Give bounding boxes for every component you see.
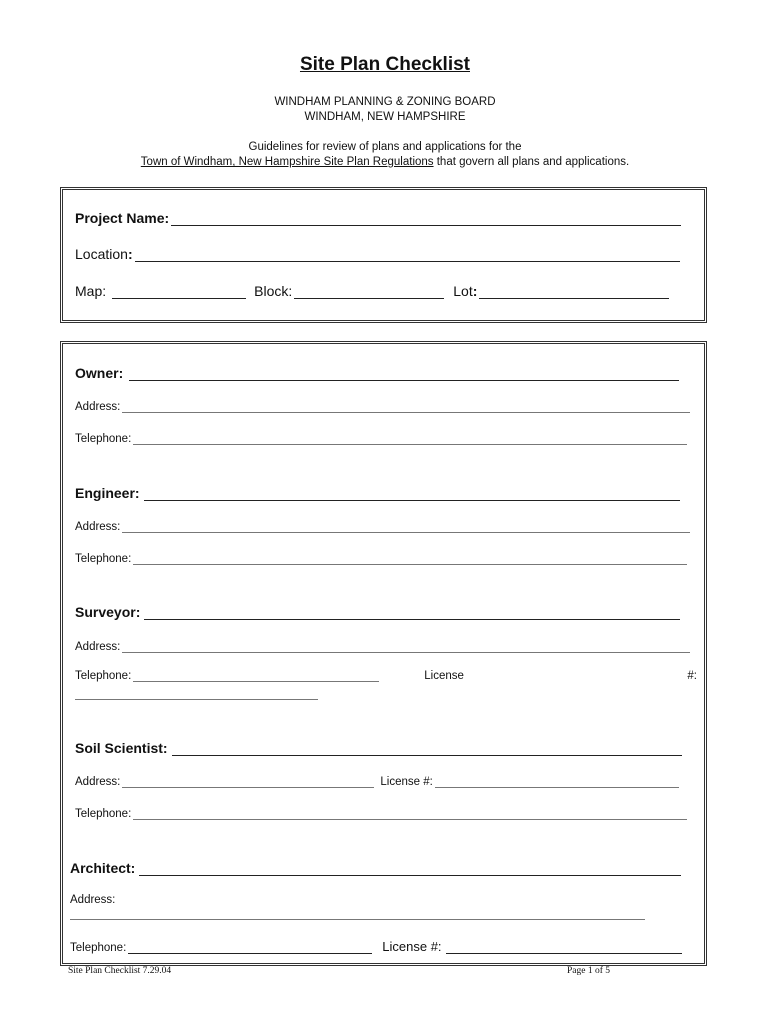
soil-address-row	[75, 776, 679, 788]
engineer-telephone-row	[75, 553, 687, 565]
soil-telephone-field[interactable]	[133, 818, 687, 820]
surveyor-row	[75, 604, 680, 620]
architect-telephone-label: Telephone:	[70, 942, 127, 954]
architect-label: Architect:	[70, 860, 136, 876]
soil-telephone-label: Telephone:	[75, 808, 132, 820]
location-label: Location:	[75, 246, 133, 262]
map-block-lot-row	[75, 283, 669, 299]
location-row	[75, 246, 680, 262]
project-name-row	[75, 210, 681, 226]
owner-field[interactable]	[129, 379, 679, 381]
architect-field[interactable]	[139, 874, 681, 876]
owner-address-label: Address:	[75, 401, 121, 413]
architect-telephone-field[interactable]	[128, 952, 372, 954]
page-title: Site Plan Checklist	[299, 54, 470, 75]
architect-license-label: License #:	[382, 939, 442, 954]
surveyor-license-field[interactable]	[75, 698, 318, 700]
engineer-telephone-label: Telephone:	[75, 553, 132, 565]
town-state: WINDHAM, NEW HAMPSHIRE	[304, 111, 466, 123]
engineer-address-field[interactable]	[122, 531, 690, 533]
soil-address-label: Address:	[75, 776, 121, 788]
surveyor-field[interactable]	[144, 618, 680, 620]
footer-page-number: Page 1 of 5	[567, 966, 611, 976]
surveyor-license-label: License	[424, 670, 464, 682]
lot-label: Lot:	[453, 283, 478, 299]
architect-row	[70, 860, 681, 876]
owner-address-row	[75, 401, 690, 413]
engineer-field[interactable]	[144, 499, 680, 501]
architect-address-field[interactable]	[70, 918, 645, 920]
surveyor-address-row	[75, 641, 690, 653]
owner-telephone-row	[75, 433, 687, 445]
location-field[interactable]	[135, 260, 680, 262]
surveyor-telephone-row	[75, 670, 697, 682]
surveyor-license-hash: #:	[687, 670, 697, 682]
soil-scientist-row	[75, 740, 682, 756]
soil-address-field[interactable]	[122, 786, 374, 788]
owner-telephone-field[interactable]	[133, 443, 687, 445]
architect-license-field[interactable]	[446, 952, 682, 954]
engineer-label: Engineer:	[75, 485, 140, 501]
guidelines-rest: that govern all plans and applications.	[433, 156, 630, 168]
surveyor-address-field[interactable]	[122, 651, 690, 653]
owner-row	[75, 365, 679, 381]
engineer-telephone-field[interactable]	[133, 563, 687, 565]
soil-telephone-row	[75, 808, 687, 820]
architect-address-label: Address:	[70, 894, 116, 906]
soil-license-label: License #:	[380, 776, 433, 788]
guidelines-line-1: Guidelines for review of plans and applications for the	[248, 141, 522, 153]
surveyor-telephone-field[interactable]	[133, 680, 379, 682]
block-label: Block:	[254, 283, 293, 299]
architect-telephone-row	[70, 939, 682, 954]
map-field[interactable]	[112, 297, 246, 299]
block-field[interactable]	[294, 297, 444, 299]
footer-document-id: Site Plan Checklist 7.29.04	[68, 966, 172, 976]
engineer-address-row	[75, 521, 690, 533]
soil-license-field[interactable]	[435, 786, 679, 788]
surveyor-label: Surveyor:	[75, 604, 141, 620]
soil-scientist-label: Soil Scientist:	[75, 740, 168, 756]
owner-address-field[interactable]	[122, 411, 690, 413]
engineer-address-label: Address:	[75, 521, 121, 533]
map-label: Map:	[75, 283, 107, 299]
project-name-label: Project Name:	[75, 210, 170, 226]
lot-field[interactable]	[479, 297, 669, 299]
surveyor-telephone-label: Telephone:	[75, 670, 132, 682]
project-name-field[interactable]	[171, 224, 681, 226]
regulations-link[interactable]: Town of Windham, New Hampshire Site Plan Regulations	[140, 156, 434, 168]
surveyor-address-label: Address:	[75, 641, 121, 653]
owner-telephone-label: Telephone:	[75, 433, 132, 445]
soil-scientist-field[interactable]	[172, 754, 682, 756]
guidelines-line-2	[0, 156, 770, 168]
engineer-row	[75, 485, 680, 501]
owner-label: Owner:	[75, 365, 124, 381]
board-name: WINDHAM PLANNING & ZONING BOARD	[274, 96, 496, 108]
